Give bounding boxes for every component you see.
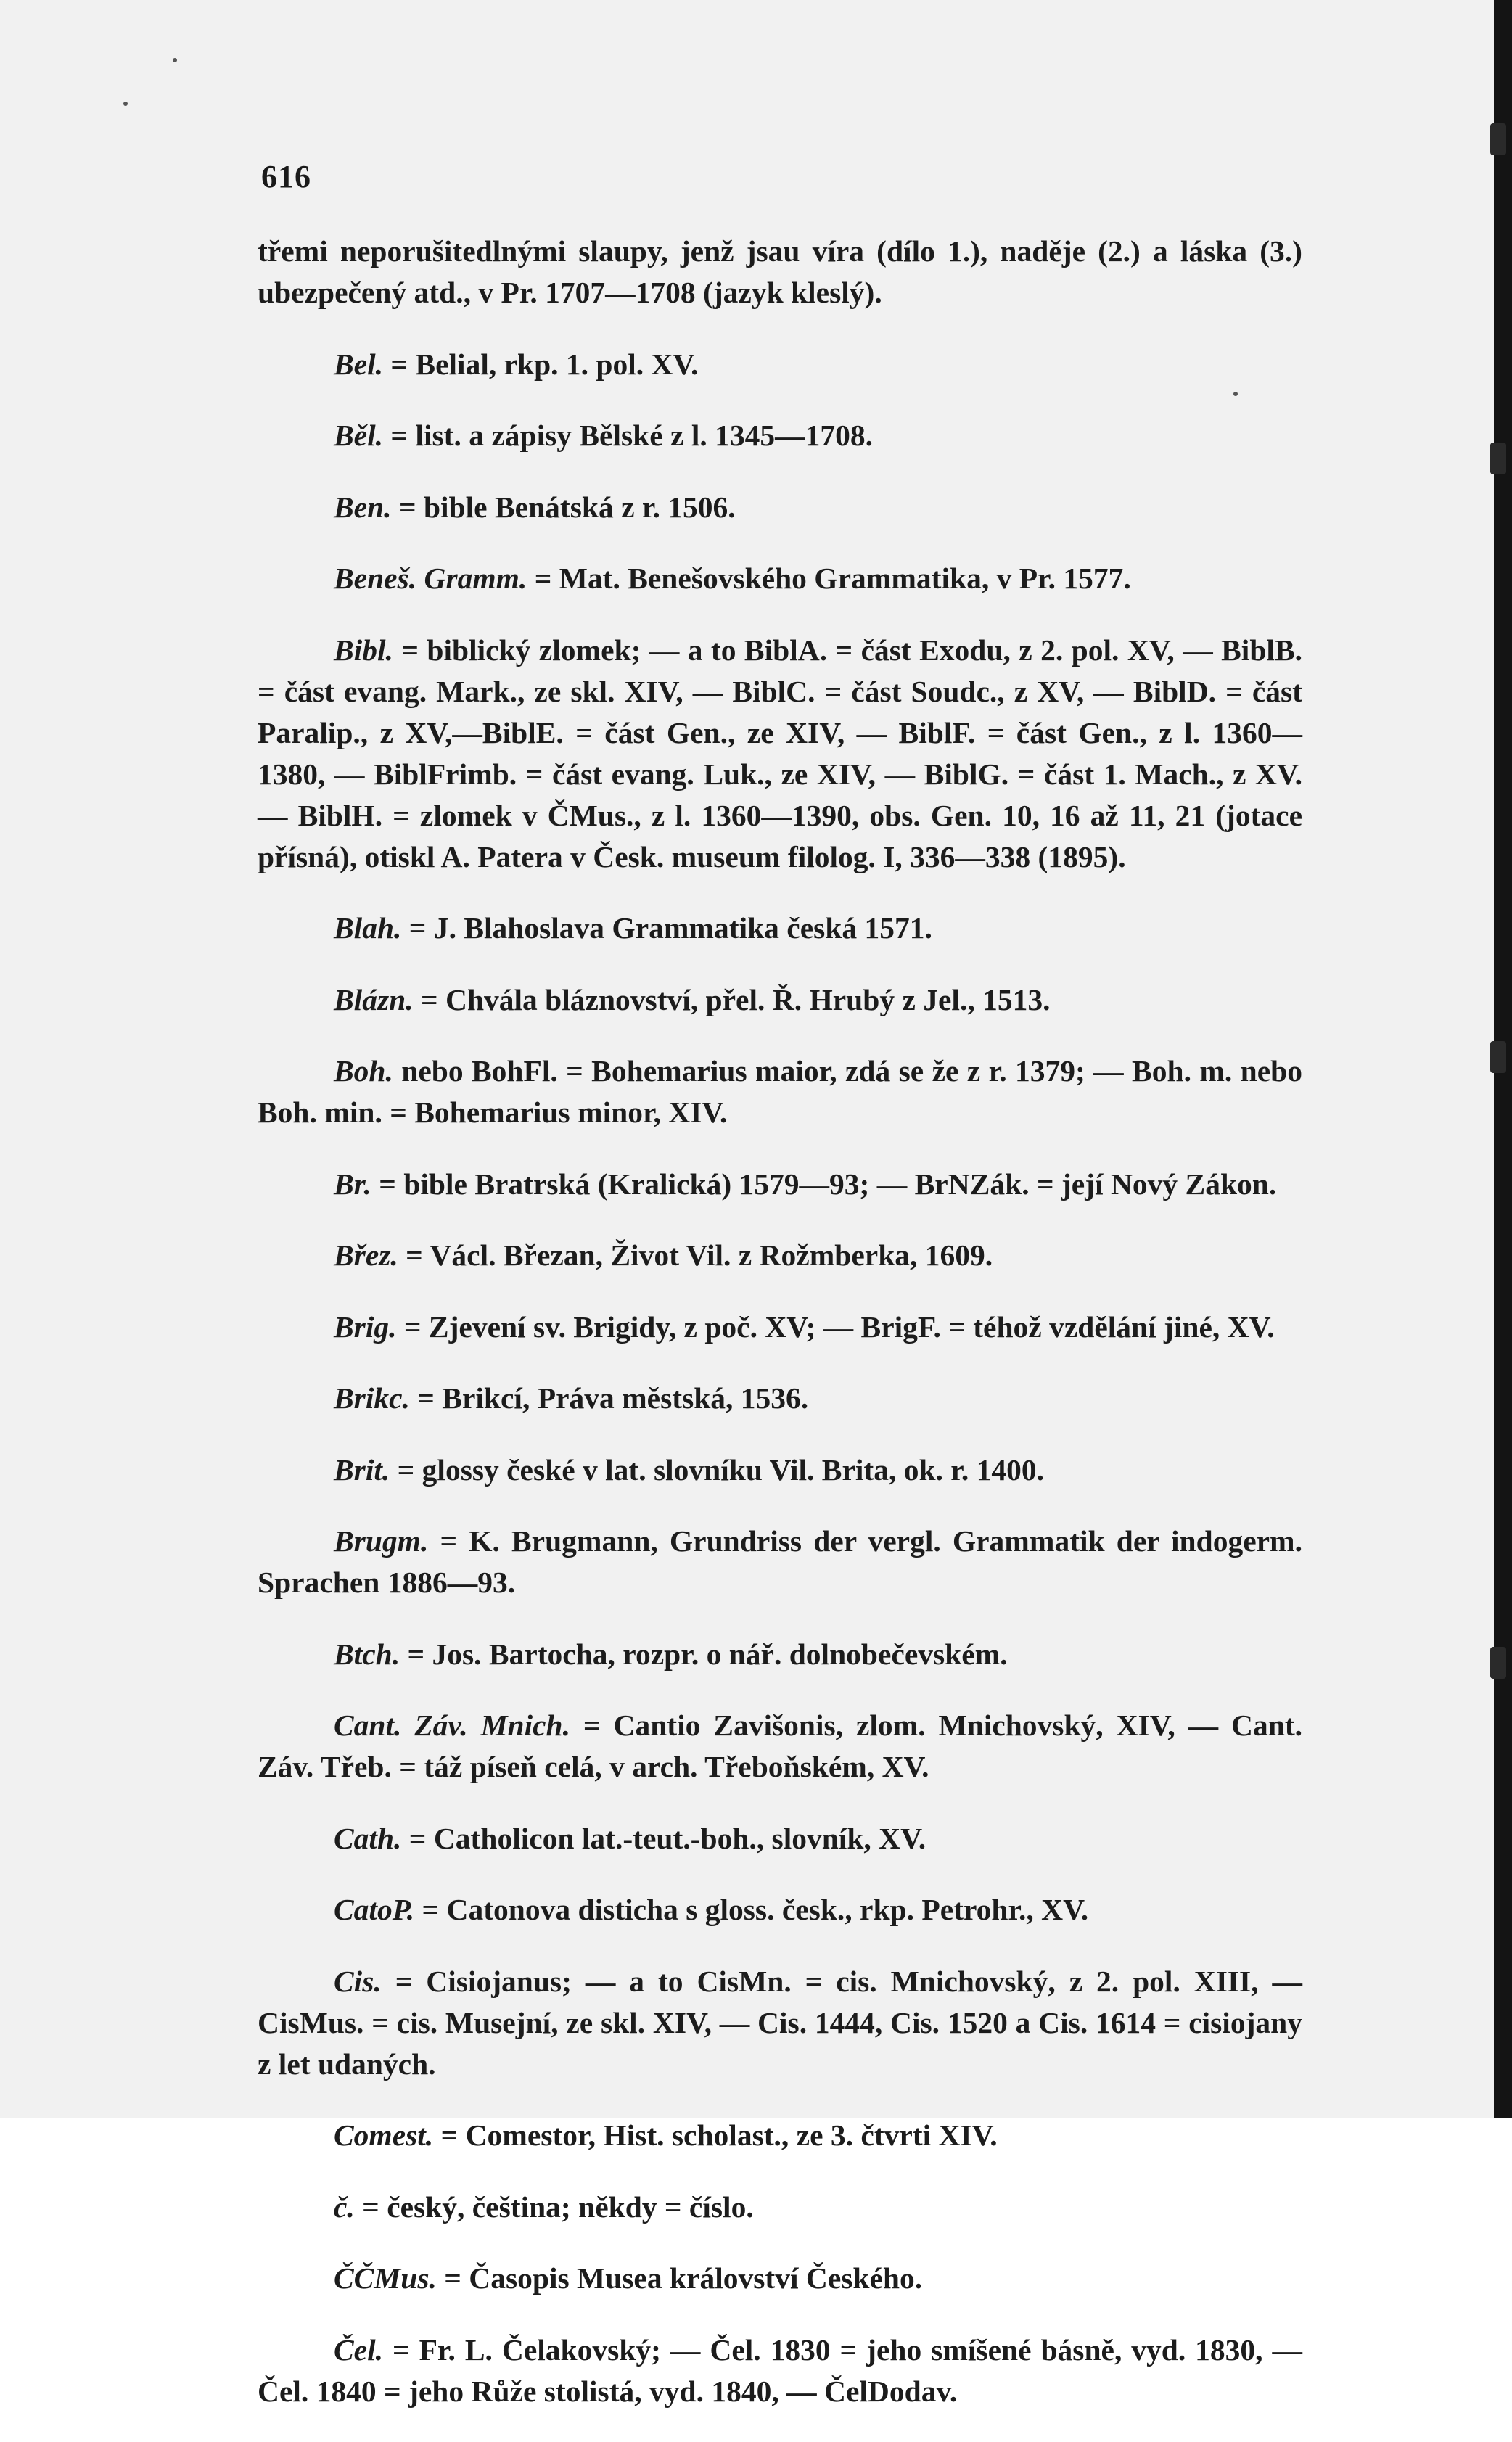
entry — [258, 1450, 1302, 1491]
entry-abbreviation: Blázn. — [334, 982, 414, 1016]
binding-mark — [1490, 443, 1506, 474]
entry-text: = J. Blahoslava Grammatika česká 1571. — [408, 911, 932, 945]
entry-text: = český, čeština; někdy = číslo. — [362, 2190, 754, 2224]
entry — [258, 1235, 1302, 1276]
entry-text: = biblický zlomek; — a to BiblA. = část Exodu, z 2. pol. XV, — BiblB. = část evang. Mark., ze skl. XIV, — BiblC. = část Soudc., z XV, — BiblD. = část Paralip., z XV,—BiblE. = část Gen., ze XIV, — BiblF. = část Gen., z l. 1360—1380, — BiblFrimb. = část evang. Luk., ze XIV, — BiblG. = část 1. Mach., z XV. — BiblH. = zlomek v ČMus., z l. 1360—1390, obs. Gen. 10, 16 až 11, 21 (jotace přísná), otiskl A. Patera v Česk. museum filolog. I, 336—338 (1895). — [258, 633, 1303, 873]
binding-mark — [1490, 1647, 1506, 1679]
entry-abbreviation: Boh. — [334, 1054, 393, 1088]
binding-mark — [1490, 1041, 1506, 1073]
entry — [258, 2187, 1302, 2228]
print-speck — [173, 58, 177, 62]
entry-abbreviation: Cant. Záv. Mnich. — [334, 1709, 570, 1742]
entry-text: nebo BohFl. = Bohemarius maior, zdá se že z r. 1379; — Boh. m. nebo Boh. min. = Bohemarius minor, XIV. — [258, 1054, 1302, 1129]
entry — [258, 231, 1302, 313]
entry-text: = Václ. Březan, Život Vil. z Rožmberka, 1609. — [406, 1238, 993, 1272]
entry — [258, 908, 1302, 949]
entry-text: = glossy české v lat. slovníku Vil. Brita, ok. r. 1400. — [397, 1452, 1045, 1487]
print-speck — [123, 102, 128, 106]
entry-abbreviation: Bel. — [334, 347, 384, 381]
entry — [258, 1889, 1302, 1931]
entry-text: = bible Benátská z r. 1506. — [398, 490, 736, 524]
entry-abbreviation: ČČMus. — [334, 2261, 437, 2295]
entry-abbreviation: Brikc. — [334, 1381, 410, 1415]
entry — [258, 2330, 1302, 2412]
entry-text: třemi neporušitedlnými slaupy, jenž jsau víra (dílo 1.), naděje (2.) a láska (3.) ubezpečený atd., v Pr. 1707—1708 (jazyk kleslý). — [258, 234, 1302, 309]
entry — [258, 2115, 1302, 2156]
entry-text: = bible Bratrská (Kralická) 1579—93; — BrNZák. = její Nový Zákon. — [379, 1167, 1277, 1201]
entry — [258, 1818, 1302, 1859]
entry — [258, 1164, 1302, 1205]
entry — [258, 1961, 1302, 2085]
page-number: 616 — [261, 159, 311, 194]
binding-mark — [1490, 123, 1506, 155]
entry-abbreviation: Brit. — [334, 1452, 390, 1487]
entry — [258, 979, 1302, 1021]
entry — [258, 2258, 1302, 2299]
entry-abbreviation: Comest. — [334, 2118, 434, 2152]
entry-text: = Belial, rkp. 1. pol. XV. — [390, 347, 699, 381]
entry-abbreviation: Blah. — [334, 911, 402, 945]
entry-abbreviation: Cis. — [334, 1964, 382, 1998]
entry-text: = Catonova disticha s gloss. česk., rkp. Petrohr., XV. — [422, 1893, 1089, 1926]
entry — [258, 344, 1302, 385]
entry-abbreviation: Běl. — [334, 419, 384, 452]
entry-abbreviation: Bibl. — [334, 633, 393, 667]
entry-abbreviation: Ben. — [334, 490, 392, 524]
entry-text: = K. Brugmann, Grundriss der vergl. Grammatik der indogerm. Sprachen 1886—93. — [258, 1524, 1303, 1599]
entry-abbreviation: č. — [334, 2190, 355, 2224]
entry-text: = Cisiojanus; — a to CisMn. = cis. Mnichovský, z 2. pol. XIII, — CisMus. = cis. Musejní, ze skl. XIV, — Cis. 1444, Cis. 1520 a Cis. 1614 = cisiojany z let udaných. — [258, 1964, 1302, 2081]
entry — [258, 1705, 1302, 1788]
entry — [258, 1521, 1302, 1603]
entry — [258, 1378, 1302, 1419]
entry-text: = Fr. L. Čelakovský; — Čel. 1830 = jeho smíšené básně, vyd. 1830, — Čel. 1840 = jeho Růže stolistá, vyd. 1840, — ČelDodav. — [258, 2332, 1303, 2408]
entry-text: = Brikcí, Práva městská, 1536. — [417, 1381, 809, 1415]
entry-text: = Comestor, Hist. scholast., ze 3. čtvrti XIV. — [440, 2118, 998, 2152]
entry — [258, 415, 1302, 456]
entry — [258, 558, 1302, 599]
entry-text: = Jos. Bartocha, rozpr. o nář. dolnobečevském. — [407, 1637, 1008, 1671]
entry-text: = Catholicon lat.-teut.-boh., slovník, XV. — [408, 1821, 926, 1855]
entry-text: = Zjevení sv. Brigidy, z poč. XV; — BrigF. = téhož vzdělání jiné, XV. — [403, 1310, 1275, 1344]
entry-abbreviation: Brugm. — [334, 1524, 429, 1558]
entry — [258, 1307, 1302, 1348]
entry-text: = list. a zápisy Bělské z l. 1345—1708. — [390, 419, 873, 452]
entry-abbreviation: Br. — [334, 1167, 371, 1201]
entry — [258, 1634, 1302, 1675]
entry-text: = Časopis Musea království Českého. — [444, 2261, 923, 2295]
entry — [258, 1051, 1302, 1133]
entry-text: = Mat. Benešovského Grammatika, v Pr. 1577. — [534, 562, 1131, 595]
entry-abbreviation: Čel. — [334, 2332, 384, 2367]
entry-abbreviation: Btch. — [334, 1637, 400, 1671]
entry-text: = Chvála bláznovství, přel. Ř. Hrubý z Jel., 1513. — [420, 982, 1051, 1016]
entry-abbreviation: Břez. — [334, 1238, 398, 1272]
entry-abbreviation: Cath. — [334, 1821, 402, 1855]
entry-abbreviation: Beneš. Gramm. — [334, 562, 527, 595]
entry — [258, 630, 1302, 878]
entry-text: = Cantio Zavišonis, zlom. Mnichovský, XIV, — Cant. Záv. Třeb. = táž píseň celá, v arch. Třeboňském, XV. — [258, 1709, 1303, 1783]
dictionary-text — [258, 231, 1302, 2442]
entry-abbreviation: Brig. — [334, 1310, 397, 1344]
entry — [258, 487, 1302, 528]
entry-abbreviation: CatoP. — [334, 1893, 415, 1926]
